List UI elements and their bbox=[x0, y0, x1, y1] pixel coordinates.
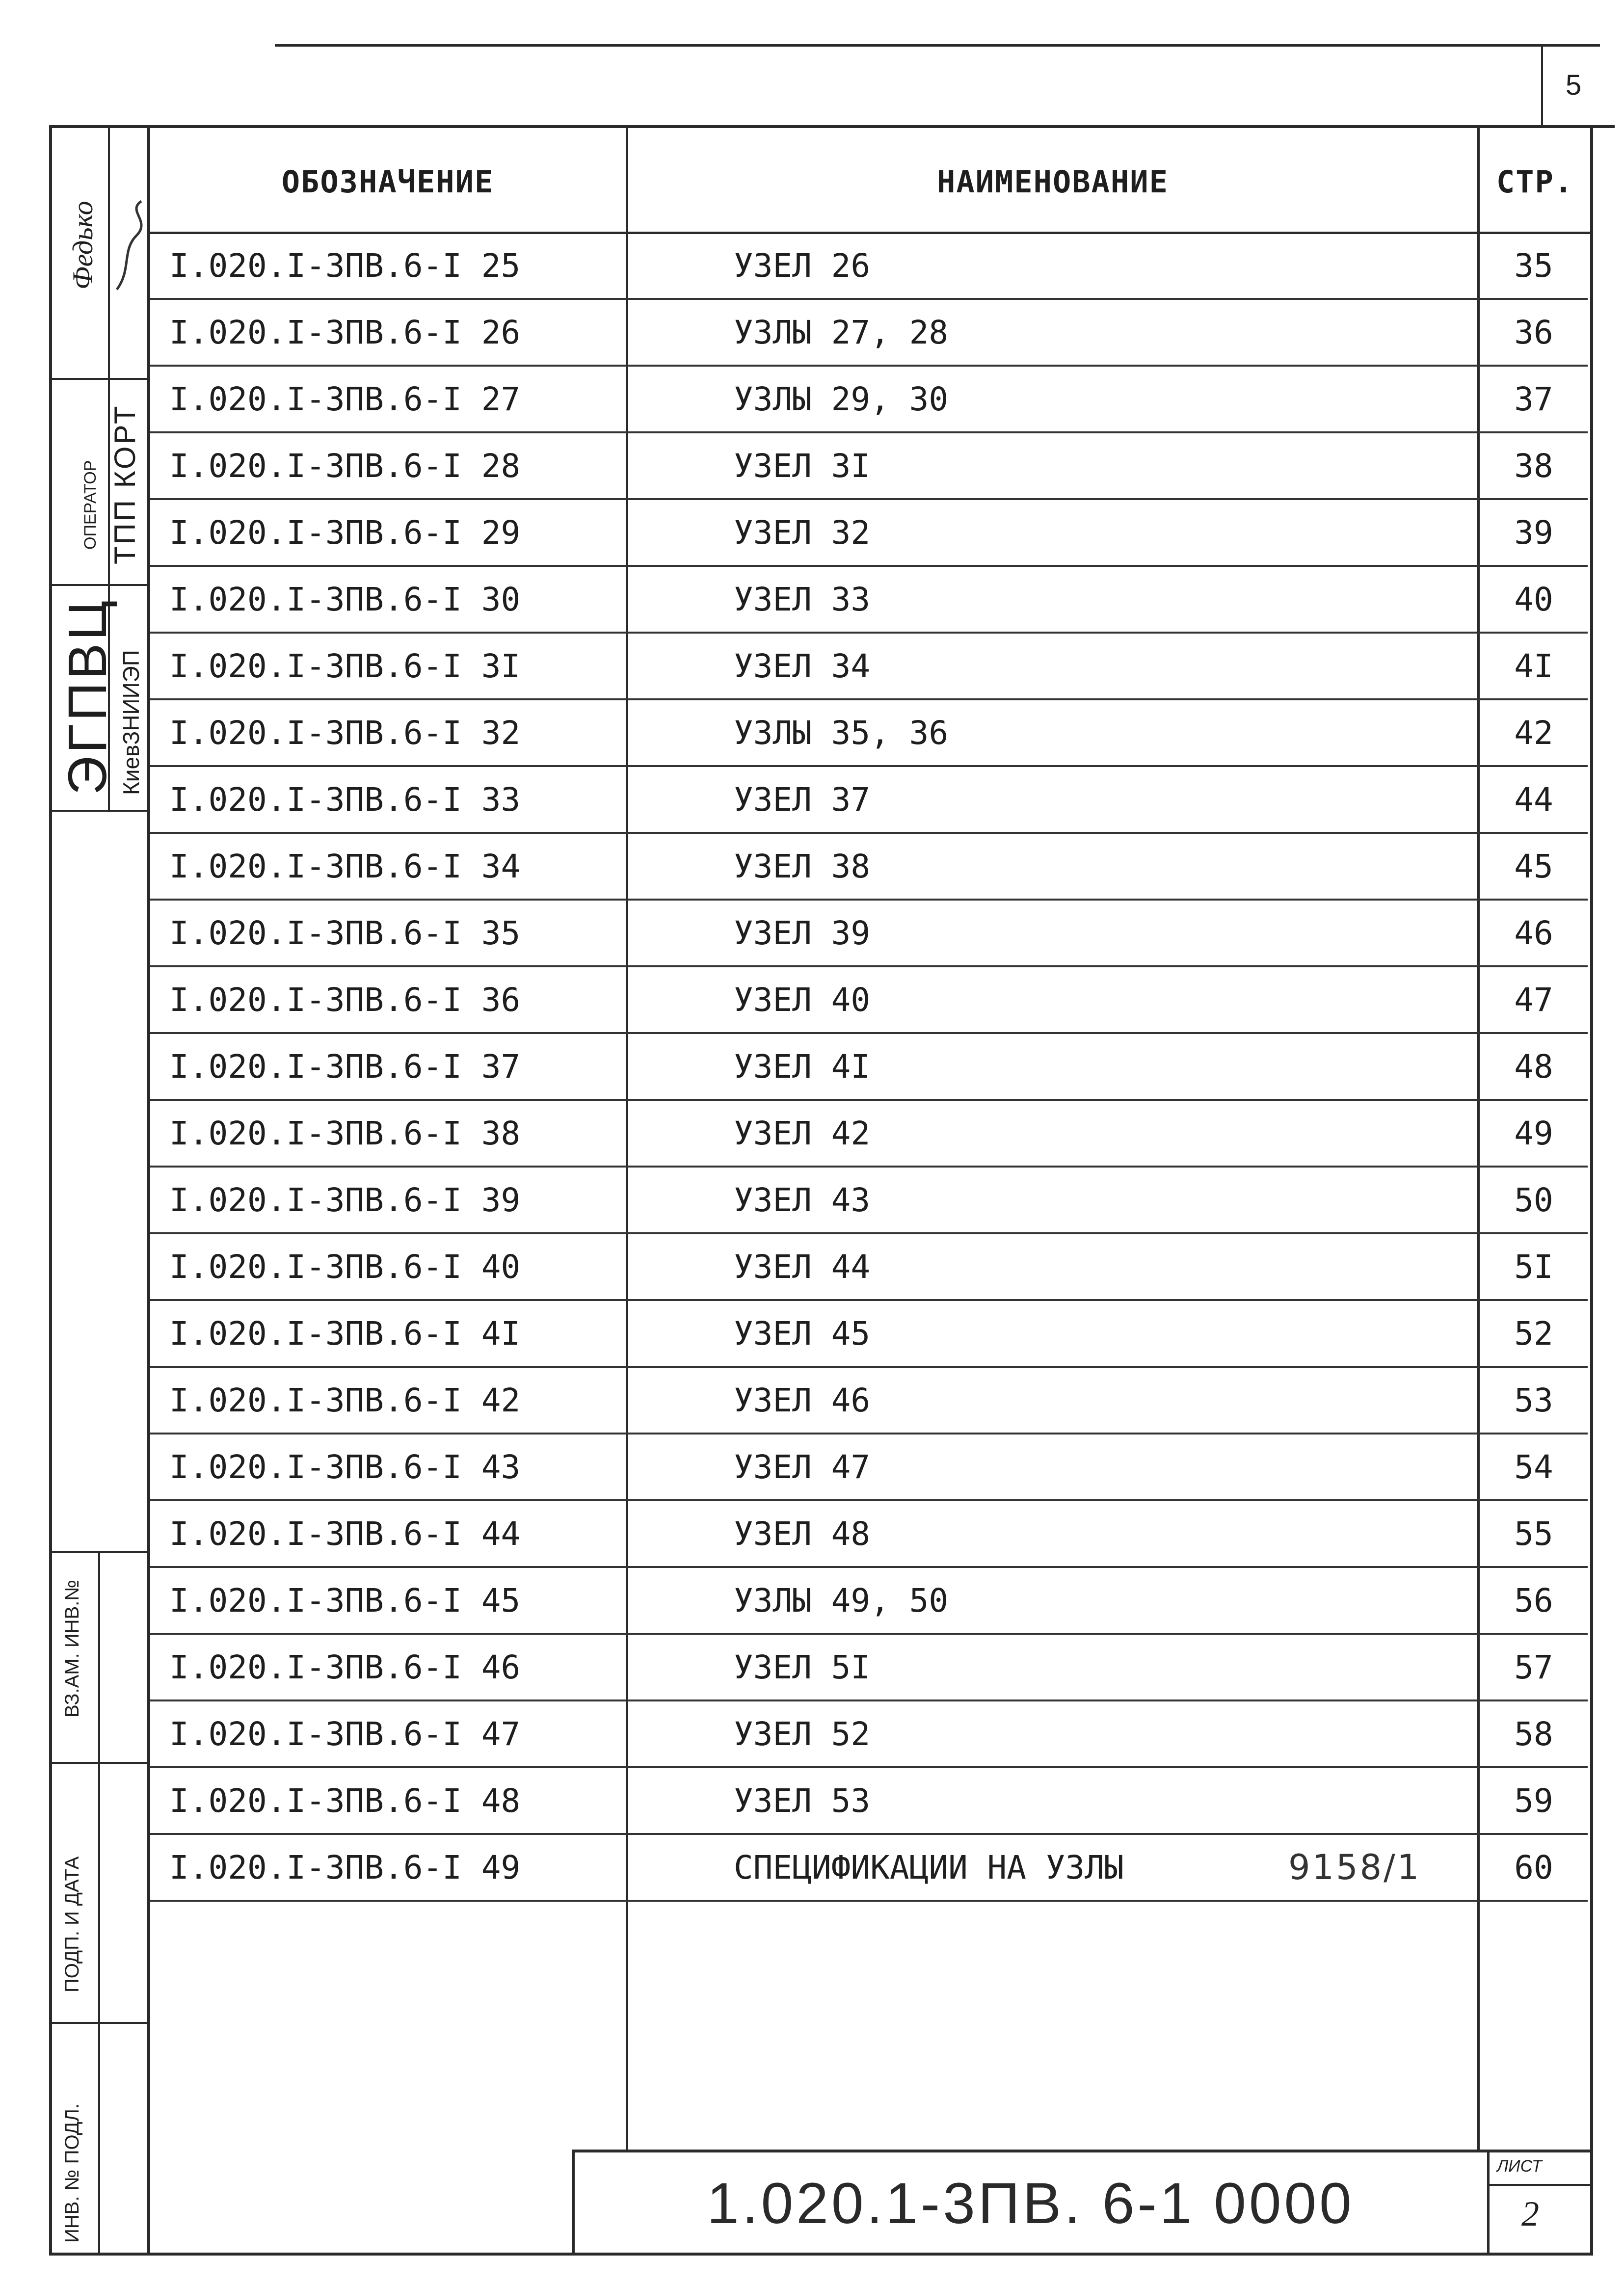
table-row bbox=[150, 1701, 1588, 1768]
row-name: УЗЛЫ 35, 36 bbox=[734, 714, 949, 752]
table-row bbox=[150, 1101, 1588, 1168]
table-row bbox=[150, 1568, 1588, 1635]
frame-left bbox=[49, 125, 52, 2255]
table-row bbox=[150, 1368, 1588, 1434]
row-name: УЗЕЛ 34 bbox=[734, 647, 871, 685]
row-name: УЗЕЛ 53 bbox=[734, 1781, 871, 1820]
row-code: I.020.I-3ПВ.6-I 34 bbox=[169, 847, 521, 885]
margin-h-6 bbox=[49, 2022, 147, 2024]
table-row bbox=[150, 1635, 1588, 1701]
table-row bbox=[150, 1501, 1588, 1568]
row-page: 42 bbox=[1514, 714, 1553, 752]
row-page: 45 bbox=[1514, 847, 1553, 885]
contents-table bbox=[150, 233, 1588, 1902]
row-name: УЗЕЛ 40 bbox=[734, 981, 871, 1019]
table-row bbox=[150, 1301, 1588, 1368]
margin-h-5 bbox=[49, 1762, 147, 1764]
table-row bbox=[150, 834, 1588, 901]
row-page: 60 bbox=[1514, 1848, 1553, 1886]
org-name: ЭГПВЦ bbox=[57, 597, 118, 795]
row-page: 47 bbox=[1514, 981, 1553, 1019]
title-block-top bbox=[572, 2150, 1593, 2152]
margin-divider-lower bbox=[98, 1551, 100, 2253]
signature-scribble bbox=[112, 196, 146, 296]
sheet-number: 2 bbox=[1521, 2194, 1539, 2233]
frame-top bbox=[49, 125, 1615, 128]
row-name: УЗЕЛ 4I bbox=[734, 1047, 871, 1086]
row-page: 49 bbox=[1514, 1114, 1553, 1152]
row-page: 46 bbox=[1514, 914, 1553, 952]
stamp-signature: Федько bbox=[67, 201, 99, 290]
row-page: 35 bbox=[1514, 246, 1553, 285]
row-page: 58 bbox=[1514, 1715, 1553, 1753]
row-note: 9158/1 bbox=[1288, 1847, 1421, 1887]
row-page: 5I bbox=[1514, 1248, 1553, 1286]
row-name: УЗЕЛ 39 bbox=[734, 914, 871, 952]
row-code: I.020.I-3ПВ.6-I 32 bbox=[169, 714, 521, 752]
row-page: 48 bbox=[1514, 1047, 1553, 1086]
title-block-sheet-mid bbox=[1487, 2184, 1593, 2186]
document-number: 1.020.1-3ПВ. 6-1 0000 bbox=[707, 2171, 1355, 2236]
row-code: I.020.I-3ПВ.6-I 40 bbox=[169, 1248, 521, 1286]
row-name: УЗЕЛ 33 bbox=[734, 580, 871, 618]
row-name: УЗЕЛ 52 bbox=[734, 1715, 871, 1753]
row-name: УЗЕЛ 38 bbox=[734, 847, 871, 885]
inv-orig-label: ИНВ. № ПОДЛ. bbox=[61, 2103, 83, 2243]
row-code: I.020.I-3ПВ.6-I 45 bbox=[169, 1581, 521, 1620]
row-page: 36 bbox=[1514, 313, 1553, 351]
row-name: УЗЕЛ 47 bbox=[734, 1448, 871, 1486]
row-page: 4I bbox=[1514, 647, 1553, 685]
frame-right bbox=[1590, 125, 1593, 2255]
margin-h-2 bbox=[49, 584, 147, 586]
row-page: 40 bbox=[1514, 580, 1553, 618]
row-name: УЗЕЛ 44 bbox=[734, 1248, 871, 1286]
row-code: I.020.I-3ПВ.6-I 47 bbox=[169, 1715, 521, 1753]
table-row bbox=[150, 433, 1588, 500]
title-block-sheet-left bbox=[1487, 2150, 1490, 2255]
row-code: I.020.I-3ПВ.6-I 30 bbox=[169, 580, 521, 618]
sheet-corner-number: 5 bbox=[1566, 69, 1582, 101]
row-name: УЗЕЛ 42 bbox=[734, 1114, 871, 1152]
header-page: СТР. bbox=[1496, 163, 1574, 200]
row-code: I.020.I-3ПВ.6-I 36 bbox=[169, 981, 521, 1019]
row-code: I.020.I-3ПВ.6-I 26 bbox=[169, 313, 521, 351]
table-row bbox=[150, 1234, 1588, 1301]
operator-label: ОПЕРАТОР bbox=[81, 460, 100, 550]
row-name: УЗЕЛ 5I bbox=[734, 1648, 871, 1686]
row-name: УЗЛЫ 29, 30 bbox=[734, 380, 949, 418]
table-row bbox=[150, 500, 1588, 567]
row-page: 44 bbox=[1514, 780, 1553, 819]
row-code: I.020.I-3ПВ.6-I 37 bbox=[169, 1047, 521, 1086]
row-page: 37 bbox=[1514, 380, 1553, 418]
row-page: 38 bbox=[1514, 447, 1553, 485]
row-name: УЗЕЛ 48 bbox=[734, 1514, 871, 1553]
row-page: 39 bbox=[1514, 513, 1553, 552]
row-code: I.020.I-3ПВ.6-I 27 bbox=[169, 380, 521, 418]
row-code: I.020.I-3ПВ.6-I 43 bbox=[169, 1448, 521, 1486]
table-row bbox=[150, 567, 1588, 634]
table-row bbox=[150, 634, 1588, 700]
row-page: 53 bbox=[1514, 1381, 1553, 1419]
row-page: 56 bbox=[1514, 1581, 1553, 1620]
row-name: УЗЕЛ 45 bbox=[734, 1314, 871, 1353]
margin-h-4 bbox=[49, 1551, 147, 1553]
row-code: I.020.I-3ПВ.6-I 28 bbox=[169, 447, 521, 485]
table-row bbox=[150, 767, 1588, 834]
row-code: I.020.I-3ПВ.6-I 44 bbox=[169, 1514, 521, 1553]
row-code: I.020.I-3ПВ.6-I 3I bbox=[169, 647, 521, 685]
row-code: I.020.I-3ПВ.6-I 49 bbox=[169, 1848, 521, 1886]
row-name: УЗЛЫ 49, 50 bbox=[734, 1581, 949, 1620]
corner-box-left bbox=[1541, 47, 1543, 125]
header-code: ОБОЗНАЧЕНИЕ bbox=[281, 163, 494, 200]
row-code: I.020.I-3ПВ.6-I 46 bbox=[169, 1648, 521, 1686]
row-name: СПЕЦИФИКАЦИИ НА УЗЛЫ bbox=[734, 1848, 1124, 1886]
margin-h-3 bbox=[49, 810, 147, 812]
row-name: УЗЛЫ 27, 28 bbox=[734, 313, 949, 351]
table-row bbox=[150, 233, 1588, 300]
row-code: I.020.I-3ПВ.6-I 33 bbox=[169, 780, 521, 819]
row-page: 52 bbox=[1514, 1314, 1553, 1353]
table-row bbox=[150, 1434, 1588, 1501]
row-page: 50 bbox=[1514, 1181, 1553, 1219]
inv-replace-label: ВЗ.АМ. ИНВ.№ bbox=[61, 1579, 83, 1718]
row-name: УЗЕЛ 26 bbox=[734, 246, 871, 285]
row-code: I.020.I-3ПВ.6-I 38 bbox=[169, 1114, 521, 1152]
row-page: 54 bbox=[1514, 1448, 1553, 1486]
row-code: I.020.I-3ПВ.6-I 39 bbox=[169, 1181, 521, 1219]
frame-bottom bbox=[49, 2253, 1593, 2256]
table-row bbox=[150, 700, 1588, 767]
row-name: УЗЕЛ 43 bbox=[734, 1181, 871, 1219]
row-name: УЗЕЛ 3I bbox=[734, 447, 871, 485]
row-code: I.020.I-3ПВ.6-I 48 bbox=[169, 1781, 521, 1820]
row-page: 57 bbox=[1514, 1648, 1553, 1686]
table-row bbox=[150, 1768, 1588, 1835]
row-name: УЗЕЛ 46 bbox=[734, 1381, 871, 1419]
row-name: УЗЕЛ 32 bbox=[734, 513, 871, 552]
row-code: I.020.I-3ПВ.6-I 42 bbox=[169, 1381, 521, 1419]
row-page: 55 bbox=[1514, 1514, 1553, 1553]
table-row bbox=[150, 967, 1588, 1034]
header-name: НАИМЕНОВАНИЕ bbox=[937, 163, 1169, 200]
org-sub: КиевЗНИИЭП bbox=[118, 650, 144, 795]
table-row bbox=[150, 1034, 1588, 1101]
sheet-label: ЛИСТ bbox=[1497, 2157, 1542, 2176]
sign-date-label: ПОДП. И ДАТА bbox=[61, 1856, 83, 1992]
top-cut-line bbox=[275, 44, 1600, 47]
row-code: I.020.I-3ПВ.6-I 25 bbox=[169, 246, 521, 285]
row-page: 59 bbox=[1514, 1781, 1553, 1820]
row-code: I.020.I-3ПВ.6-I 29 bbox=[169, 513, 521, 552]
row-code: I.020.I-3ПВ.6-I 4I bbox=[169, 1314, 521, 1353]
table-row bbox=[150, 901, 1588, 967]
row-code: I.020.I-3ПВ.6-I 35 bbox=[169, 914, 521, 952]
table-row bbox=[150, 300, 1588, 367]
table-row bbox=[150, 367, 1588, 433]
table-row bbox=[150, 1168, 1588, 1234]
table-row bbox=[150, 1835, 1588, 1902]
row-name: УЗЕЛ 37 bbox=[734, 780, 871, 819]
operator-name: ТПП КОРТ bbox=[108, 404, 141, 564]
margin-h-1 bbox=[49, 378, 147, 380]
